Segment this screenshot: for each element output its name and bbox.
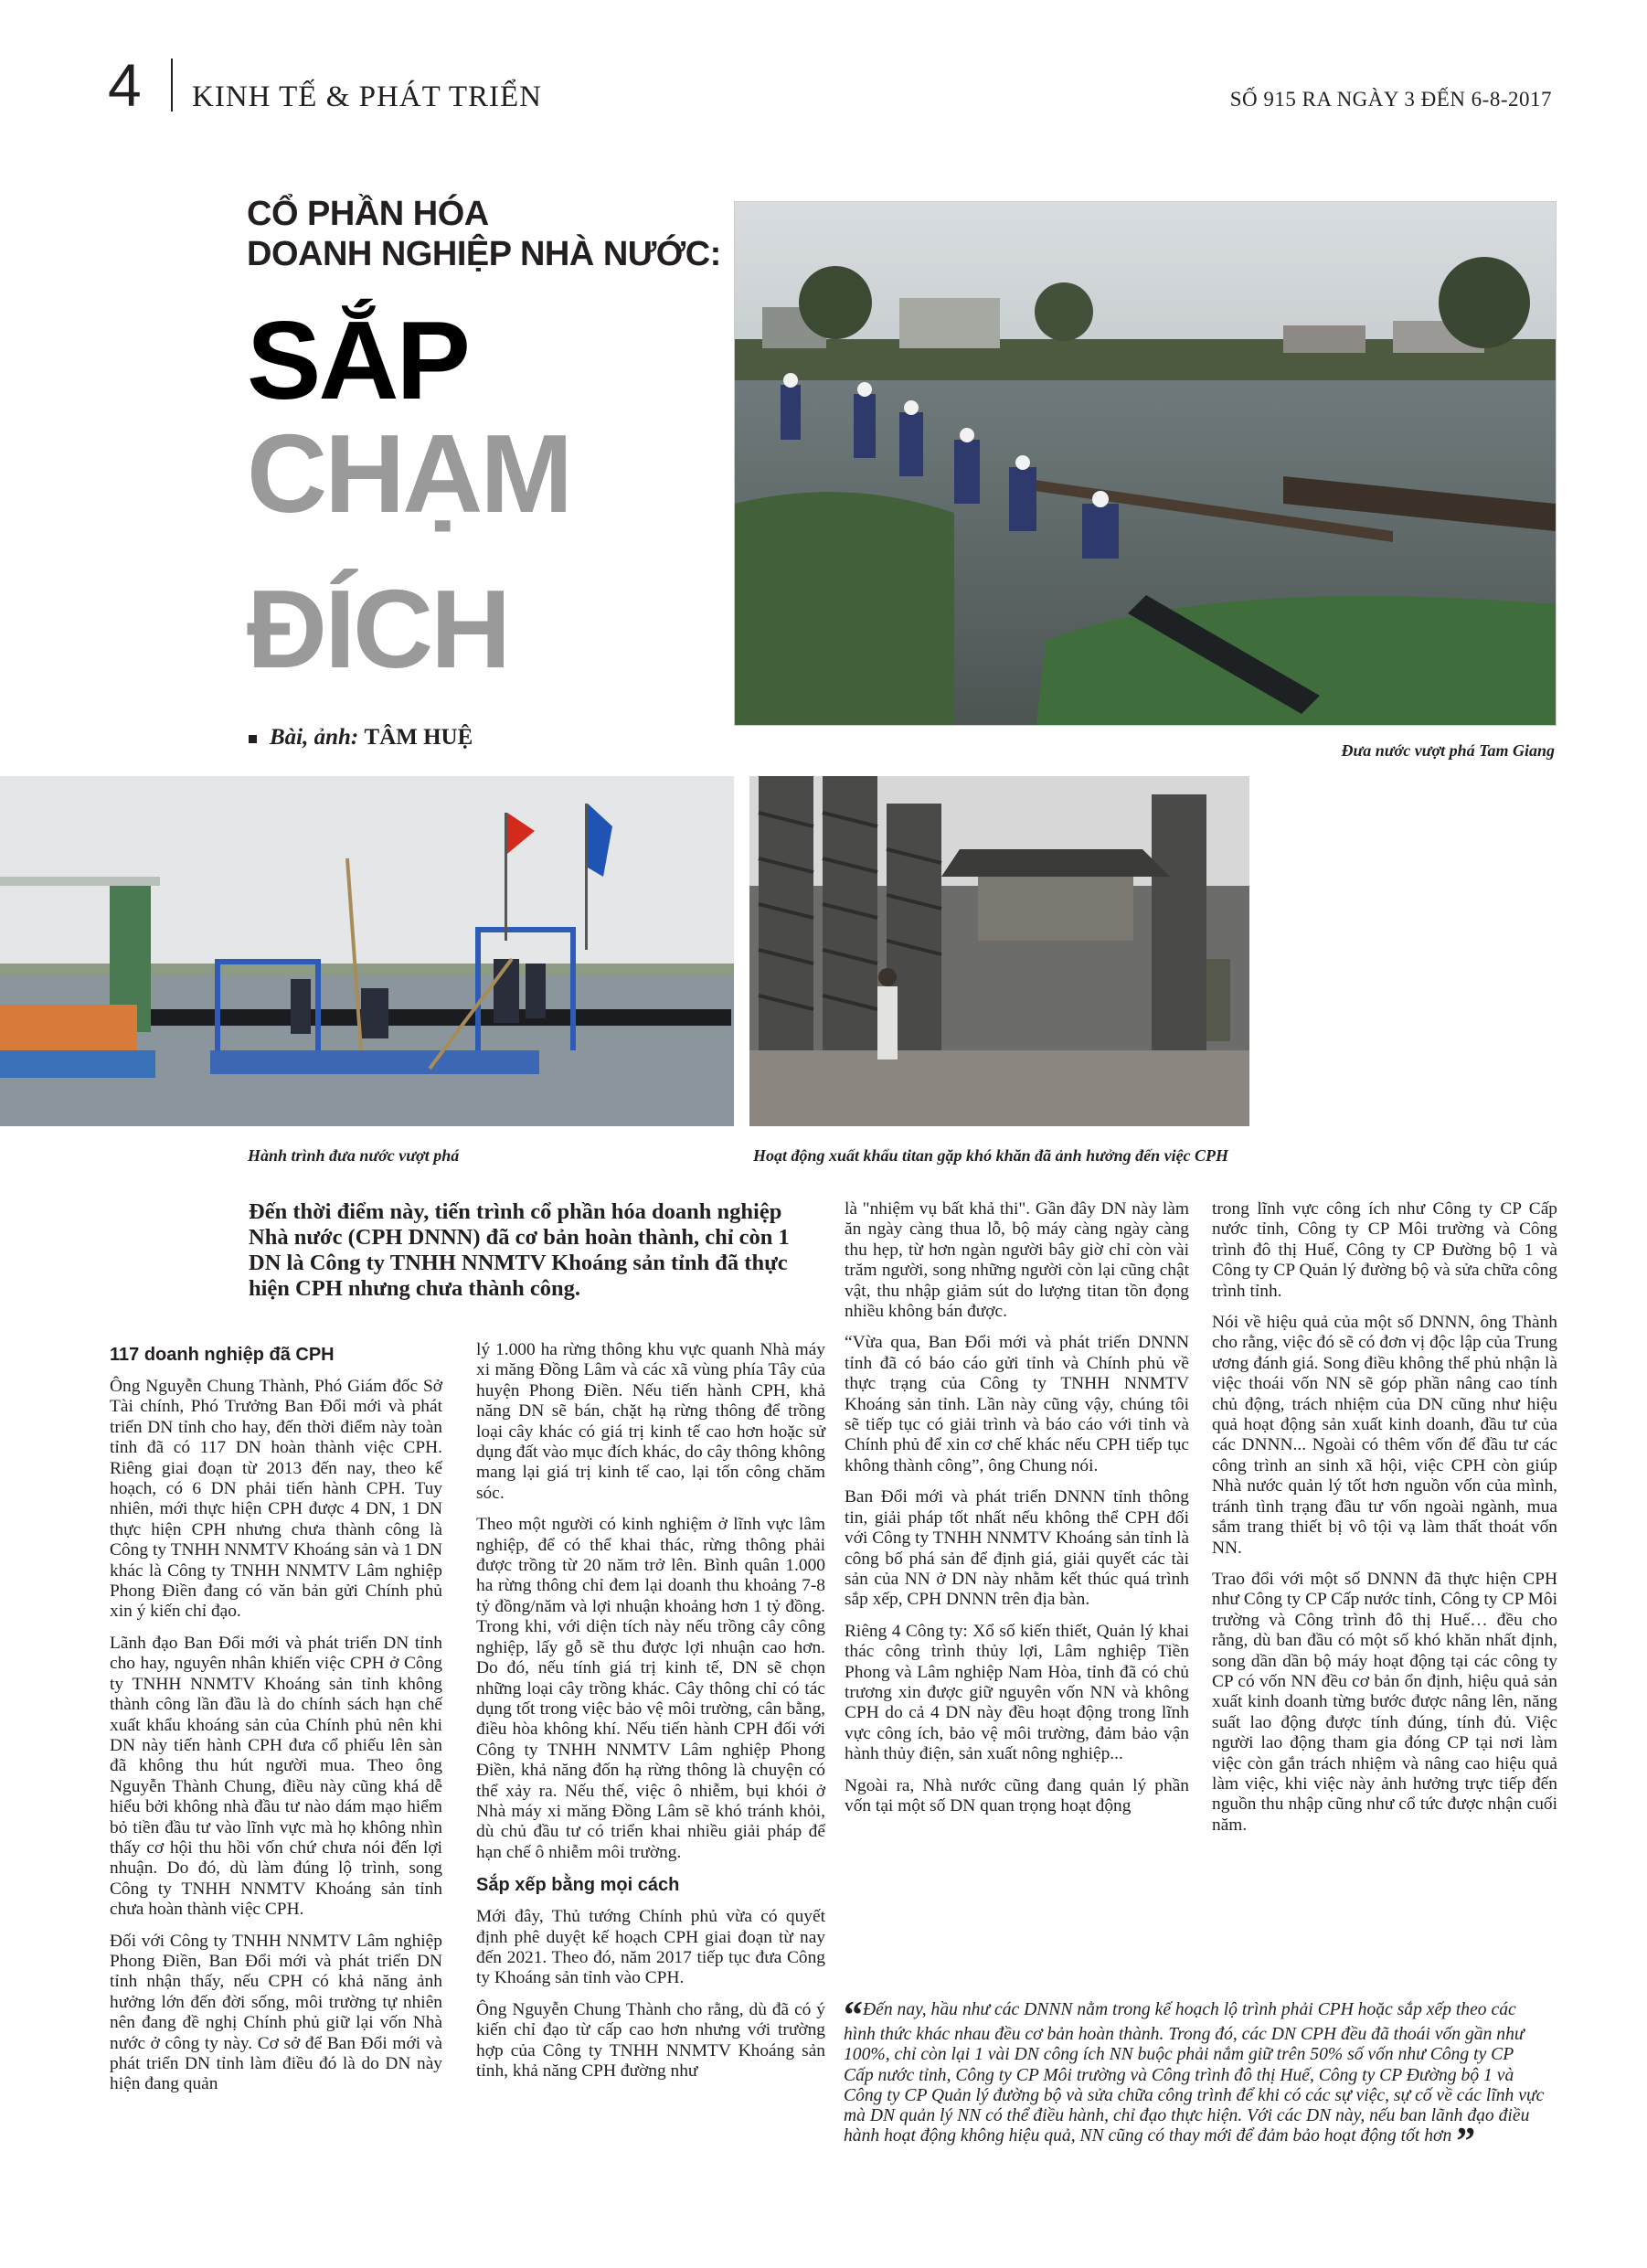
paragraph: “Vừa qua, Ban Đổi mới và phát triển DNNN tỉnh đã có báo cáo gửi tỉnh và Chính phủ về thực trạng của Công ty TNHH NNMTV Khoáng sản tỉnh. Lần này cũng vậy, chúng tôi sẽ tiếp tục có giải trình và báo cáo với tỉnh và Chính phủ để xin cơ chế khác nếu CPH tiếp tục không thành công”, ông Chung nói. xyxy=(845,1333,1189,1475)
paragraph: Ông Nguyễn Chung Thành cho rằng, dù đã có ý kiến chỉ đạo từ cấp cao hơn nhưng với trường hợp của Công ty TNHH NNMTV Khoáng sản tỉnh, khả năng CPH đường như xyxy=(476,1999,825,2081)
byline-author: TÂM HUỆ xyxy=(364,725,473,750)
paragraph: Ông Nguyễn Chung Thành, Phó Giám đốc Sở Tài chính, Phó Trưởng Ban Đổi mới và phát triển DN tỉnh cho hay, đến thời điểm này toàn tỉnh đã có 117 DN hoàn thành việc CPH. Riêng giai đoạn từ 2013 đến nay, theo kế hoạch, có 6 DN phải tiến hành CPH. Tuy nhiên, mới thực hiện CPH được 4 DN, 1 DN thực hiện CPH nhưng chưa thành công là Công ty TNHH NNMTV Khoáng sản và 1 DN khác là Công ty TNHH NNMTV Lâm nghiệp Phong Điền đang có văn bản gửi Chính phủ xin ý kiến chỉ đạo. xyxy=(110,1377,442,1622)
bullet-square-icon xyxy=(249,735,257,743)
body-column-4 xyxy=(1212,1199,1557,1847)
headline-line-1: SẮP xyxy=(247,298,468,422)
byline-label: Bài, ảnh: xyxy=(270,725,359,750)
issue-info: SỐ 915 RA NGÀY 3 ĐẾN 6-8-2017 xyxy=(1229,88,1552,111)
headline-kicker xyxy=(247,194,721,274)
photo-titan-plant xyxy=(749,776,1249,1126)
section-title: KINH TẾ & PHÁT TRIỂN xyxy=(192,80,542,113)
close-quote-icon: ” xyxy=(1456,2121,1476,2164)
header-divider xyxy=(171,59,173,112)
paragraph: Trao đổi với một số DNNN đã thực hiện CPH như Công ty CP Cấp nước tỉnh, Công ty CP Môi trường và Công trình đô thị Huế… đều cho rằng, dù ban đầu có một số khó khăn nhất định, song dần dần bộ máy hoạt động tại các công ty CP có vốn NN đều cơ bản ổn định, hiệu quả sản xuất kinh doanh từng bước được nâng lên, năng suất lao động được tính đúng, tính đủ. Việc người lao động tham gia đóng CP tại nơi làm việc còn gắn trách nhiệm và nâng cao hiệu quả làm việc, khi việc này ảnh hưởng trực tiếp đến nguồn thu nhập cũng như cổ tức được nhận cuối năm. xyxy=(1212,1569,1557,1835)
paragraph: Đối với Công ty TNHH NNMTV Lâm nghiệp Phong Điền, Ban Đổi mới và phát triển DN tỉnh nhận thấy, nếu CPH có khả năng ảnh hưởng lớn đến đời sống, môi trường tự nhiên nên đang đề nghị Chính phủ giữ lại vốn Nhà nước ở công ty này. Cơ sở để Ban Đổi mới và phát triển DN tỉnh làm điều đó là do DN này hiện đang quản xyxy=(110,1931,442,2094)
body-column-2 xyxy=(476,1340,825,2092)
subheading-2: Sắp xếp bằng mọi cách xyxy=(476,1875,680,1896)
paragraph: Ban Đổi mới và phát triển DNNN tỉnh thông tin, giải pháp tốt nhất nếu không thể CPH đối với Công ty TNHH NNMTV Khoáng sản tỉnh là công bố phá sản để định giá, giải quyết các tài sản của NN ở DN này nhằm kết thúc quá trình sắp xếp, CPH DNNN trên địa bàn. xyxy=(845,1487,1189,1610)
subheading-1: 117 doanh nghiệp đã CPH xyxy=(110,1345,335,1365)
paragraph: Theo một người có kinh nghiệm ở lĩnh vực lâm nghiệp, để có thể khai thác, rừng thông phải được trồng từ 20 năm trở lên. Bình quân 1.000 ha rừng thông chỉ đem lại doanh thu khoảng 7-8 tỷ đồng/năm và lợi nhuận khoảng hơn 1 tỷ đồng. Trong khi, với diện tích này nếu trồng cây công nghiệp, lấy gỗ sẽ thu được lợi nhuận cao hơn. Do đó, nếu tính giá trị kinh tế, DN sẽ chọn những loại cây trồng khác. Cây thông chỉ có tác dụng tốt trong việc bảo vệ môi trường, cân bằng, điều hòa không khí. Nếu tiến hành CPH đối với Công ty TNHH NNMTV Lâm nghiệp Phong Điền, khả năng đốn hạ rừng thông là chuyện có thể xảy ra. Nếu thế, việc ô nhiễm, bụi khói ở Nhà máy xi măng Đồng Lâm sẽ khó tránh khỏi, dù chủ đầu tư có triển khai nhiều giải pháp để hạn chế ô nhiễm môi trường. xyxy=(476,1515,825,1862)
paragraph: trong lĩnh vực công ích như Công ty CP Cấp nước tỉnh, Công ty CP Môi trường và Công trình đô thị Huế, Công ty CP Đường bộ 1 và Công ty CP Quản lý đường bộ và sửa chữa công trình tỉnh. xyxy=(1212,1199,1557,1301)
page-number: 4 xyxy=(108,51,142,119)
open-quote-icon: “ xyxy=(844,1995,863,2037)
pull-quote-text: Đến nay, hầu như các DNNN nằm trong kế hoạch lộ trình phải CPH hoặc sắp xếp theo các hình thức khác nhau đều cơ bản hoàn thành. Trong đó, các DN CPH đều đã thoái vốn gần như 100%, chỉ còn lại 1 vài DN công ích NN buộc phải nắm giữ trên 50% số vốn như Công ty CP Cấp nước tỉnh, Công ty CP Môi trường và Công trình đô thị Huế, Công ty CP Đường bộ 1 và Công ty CP Quản lý đường bộ và sửa chữa công trình để khi có các sự việc, sự cố về các lĩnh vực mà DN quản lý NN có thể điều hành, chỉ đạo thực hiện. Với các DN này, nếu ban lãnh đạo điều hành hoạt động không hiệu quả, NN cũng có thay mới để đảm bảo hoạt động tốt hơn xyxy=(844,2000,1545,2146)
paragraph: Riêng 4 Công ty: Xổ số kiến thiết, Quản lý khai thác công trình thủy lợi, Lâm nghiệp Tiền Phong và Lâm nghiệp Nam Hòa, tỉnh đã có chủ trương xin được giữ nguyên vốn NN và không CPH do cả 4 DN này đều hoạt động trong lĩnh vực công ích, bảo vệ môi trường, đảm bảo vận hành thủy điện, sản xuất nông nghiệp... xyxy=(845,1621,1189,1764)
photo-raft-flags xyxy=(0,776,734,1126)
headline-line-3: ĐÍCH xyxy=(247,567,509,691)
paragraph: Mới đây, Thủ tướng Chính phủ vừa có quyết định phê duyệt kế hoạch CPH giai đoạn từ nay đến 2021. Theo đó, năm 2017 tiếp tục đưa Công ty Khoáng sản tỉnh vào CPH. xyxy=(476,1907,825,1988)
photo-lagoon-pipe xyxy=(734,201,1557,726)
kicker-line-2: DOANH NGHIỆP NHÀ NƯỚC: xyxy=(247,235,721,273)
body-column-3 xyxy=(845,1199,1189,1827)
caption-photo-2: Hành trình đưa nước vượt phá xyxy=(248,1146,460,1165)
paragraph: Lãnh đạo Ban Đổi mới và phát triển DN tỉnh cho hay, nguyên nhân khiến việc CPH ở Công ty TNHH NNMTV Khoáng sản tỉnh không thành công lần đầu là do chính sách hạn chế xuất khẩu khoáng sản của Chính phủ nên khi DN này tiến hành CPH đưa cổ phiếu lên sàn đã không thu hút người mua. Theo ông Nguyễn Thành Chung, điều này cũng khá dễ hiểu bởi không nhà đầu tư nào dám mạo hiểm bỏ tiền đầu tư vào lĩnh vực mà họ không nhìn thấy cơ hội thu hồi vốn chứ chưa nói đến lợi nhuận. Do đó, dù làm đúng lộ trình, song Công ty TNHH NNMTV Khoáng sản tỉnh chưa hoàn thành việc CPH. xyxy=(110,1633,442,1920)
paragraph: Nói về hiệu quả của một số DNNN, ông Thành cho rằng, việc đó sẽ có đơn vị độc lập của Trung ương đánh giá. Song điều không thể phủ nhận là việc thoái vốn NN sẽ góp phần nâng cao tính chủ động, trách nhiệm của DN cũng như hiệu quả hoạt động sản xuất kinh doanh, đầu tư của các DNNN... Ngoài có thêm vốn để đầu tư các công trình an sinh xã hội, việc CPH còn giúp Nhà nước quản lý tốt hơn nguồn vốn của mình, tránh tình trạng đầu tư vốn ngoài ngành, mua sắm trang thiết bị vô tội vạ làm thất thoát vốn NN. xyxy=(1212,1313,1557,1558)
paragraph: là "nhiệm vụ bất khả thi". Gần đây DN này làm ăn ngày càng thua lỗ, bộ máy càng ngày càng thu hẹp, từ hơn ngàn người bây giờ chỉ còn vài trăm người, song những người còn lại cũng chật vật, thu nhập giảm sút do lượng titan tồn đọng nhiều không bán được. xyxy=(845,1199,1189,1322)
article-lead: Đến thời điểm này, tiến trình cổ phần hóa doanh nghiệp Nhà nước (CPH DNNN) đã cơ bản hoàn thành, chỉ còn 1 DN là Công ty TNHH NNMTV Khoáng sản tỉnh đã thực hiện CPH nhưng chưa thành công. xyxy=(249,1199,790,1301)
pull-quote xyxy=(844,1995,1547,2164)
caption-photo-3: Hoạt động xuất khẩu titan gặp khó khăn đã ảnh hưởng đến việc CPH xyxy=(753,1146,1229,1165)
body-column-1 xyxy=(110,1344,442,2106)
paragraph: Ngoài ra, Nhà nước cũng đang quản lý phần vốn tại một số DN quan trọng hoạt động xyxy=(845,1775,1189,1815)
paragraph: lý 1.000 ha rừng thông khu vực quanh Nhà máy xi măng Đồng Lâm và các xã vùng phía Tây của huyện Phong Điền. Nếu tiến hành CPH, khả năng DN sẽ bán, chặt hạ rừng thông để trồng loại cây khác có giá trị kinh tế cao hơn hoặc sử dụng đất vào mục đích khác, do cây thông không mang lại giá trị kinh tế cao, lại tốn công chăm sóc. xyxy=(476,1340,825,1503)
headline-line-2: CHẠM xyxy=(247,411,570,536)
kicker-line-1: CỔ PHẦN HÓA xyxy=(247,195,489,233)
byline xyxy=(249,724,473,751)
caption-photo-1: Đưa nước vượt phá Tam Giang xyxy=(1341,741,1555,760)
